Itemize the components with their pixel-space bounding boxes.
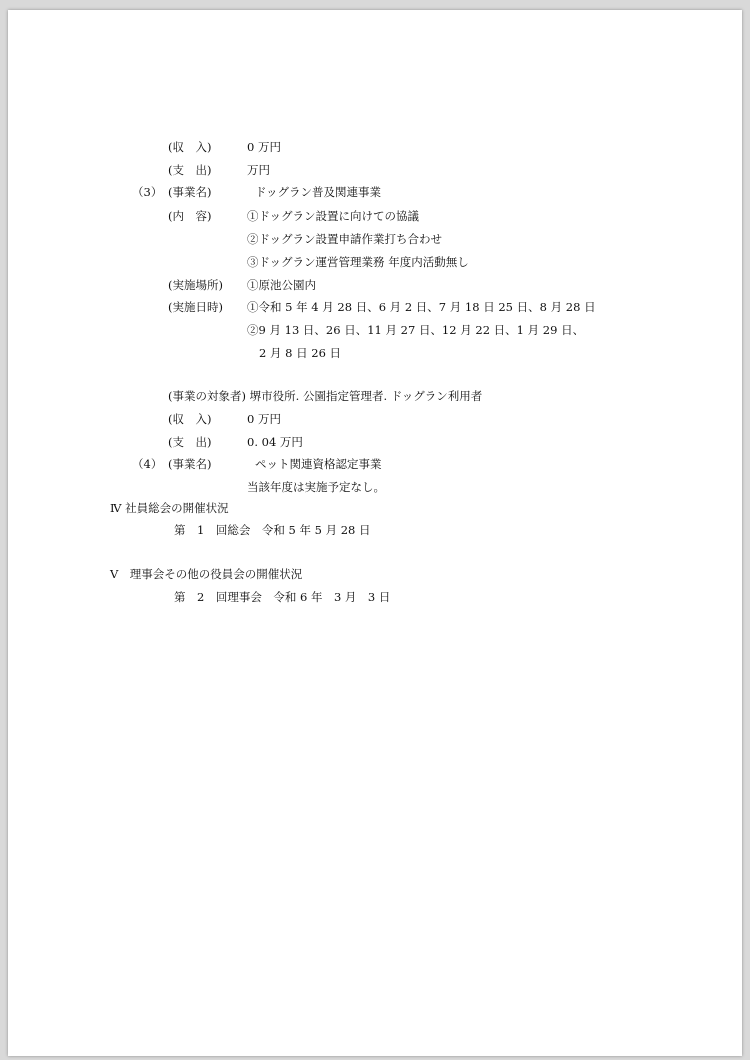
item3-income-label: (収 入) bbox=[168, 412, 212, 426]
item3-date-label: (実施日時) bbox=[168, 300, 223, 314]
item3-date-line: 2 月 8 日 26 日 bbox=[259, 346, 342, 360]
item4-note: 当該年度は実施予定なし。 bbox=[247, 480, 385, 494]
item3-date-line: ②9 月 13 日、26 日、11 月 27 日、12 月 22 日、1 月 29 日、 bbox=[247, 323, 585, 337]
item3-content-line: ②ドッグラン設置申請作業打ち合わせ bbox=[247, 232, 443, 246]
item2-expense-value: 万円 bbox=[247, 163, 270, 177]
item3-date-line: ①令和 5 年 4 月 28 日、6 月 2 日、7 月 18 日 25 日、8 月 28 日 bbox=[247, 300, 596, 314]
item3-place-value: ①原池公園内 bbox=[247, 278, 316, 292]
item2-income-label: (収 入) bbox=[168, 140, 212, 154]
item3-number: （3） bbox=[132, 185, 163, 199]
item2-expense-label: (支 出) bbox=[168, 163, 212, 177]
item4-name-value: ペット関連資格認定事業 bbox=[255, 457, 382, 471]
section4-entry: 第 1 回総会 令和 5 年 5 月 28 日 bbox=[174, 523, 371, 537]
item3-place-label: (実施場所) bbox=[168, 278, 223, 292]
item2-income-value: 0 万円 bbox=[247, 140, 281, 154]
item3-content-line: ①ドッグラン設置に向けての協議 bbox=[247, 209, 420, 223]
item3-name-label: (事業名) bbox=[168, 185, 212, 199]
document-page bbox=[8, 10, 742, 1056]
item3-name-value: ドッグラン普及関連事業 bbox=[255, 185, 382, 199]
item3-content-line: ③ドッグラン運営管理業務 年度内活動無し bbox=[247, 255, 469, 269]
item3-income-value: 0 万円 bbox=[247, 412, 281, 426]
item3-expense-value: 0. 04 万円 bbox=[247, 435, 303, 449]
item4-name-label: (事業名) bbox=[168, 457, 212, 471]
section4-heading: Ⅳ 社員総会の開催状況 bbox=[110, 501, 229, 515]
item3-target: (事業の対象者) 堺市役所. 公園指定管理者. ドッグラン利用者 bbox=[168, 389, 483, 403]
section5-heading: Ⅴ 理事会その他の役員会の開催状況 bbox=[110, 567, 303, 581]
item3-expense-label: (支 出) bbox=[168, 435, 212, 449]
item3-content-label: (内 容) bbox=[168, 209, 212, 223]
item4-number: （4） bbox=[132, 457, 163, 471]
section5-entry: 第 2 回理事会 令和 6 年 3 月 3 日 bbox=[174, 590, 391, 604]
